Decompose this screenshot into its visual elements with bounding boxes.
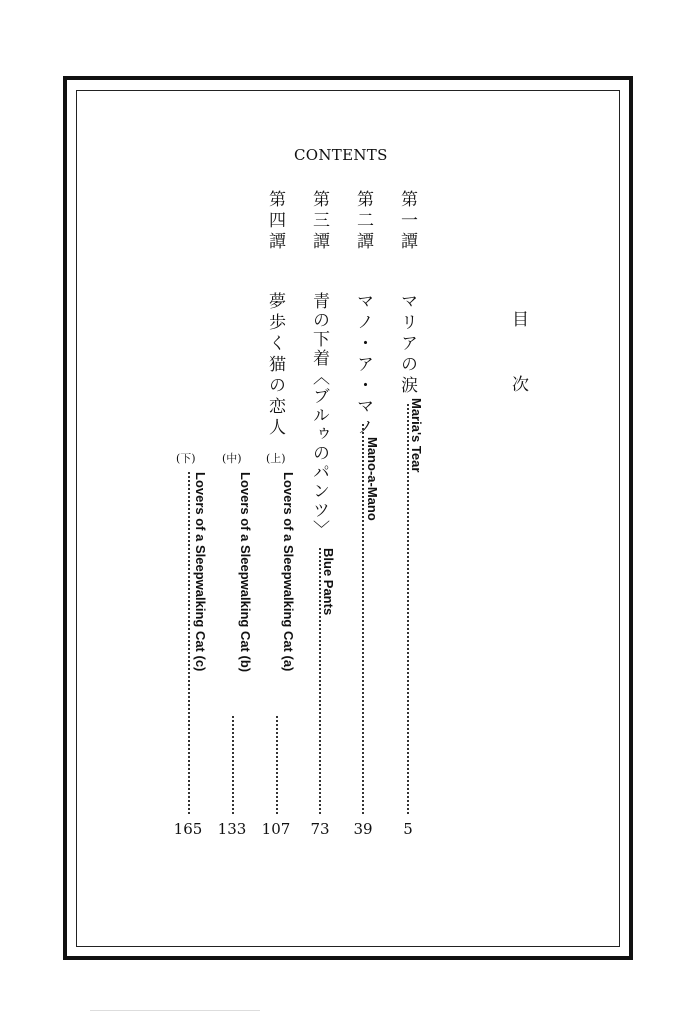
inner-border	[76, 90, 620, 947]
mokuji-title: 目次	[508, 310, 528, 440]
chapter-2-leader-dots	[362, 424, 364, 814]
chapter-3-leader-dots	[319, 548, 321, 814]
subpart-a-title-en: Lovers of a Sleepwalking Cat (a)	[281, 472, 296, 672]
chapter-2-number: 第二譚	[353, 190, 373, 253]
subpart-c-title-en: Lovers of a Sleepwalking Cat (c)	[193, 472, 208, 672]
subpart-b-leader-dots	[232, 716, 234, 814]
chapter-1-page: 5	[403, 820, 413, 838]
chapter-1-number: 第一譚	[397, 190, 417, 253]
chapter-4-title-jp: 夢歩く猫の恋人	[265, 292, 285, 439]
subpart-a-page: 107	[261, 820, 291, 838]
subpart-a-marker: (上)	[266, 452, 286, 465]
chapter-2-page: 39	[353, 820, 373, 838]
chapter-4-number: 第四譚	[265, 190, 285, 253]
subpart-c-marker: (下)	[176, 452, 196, 465]
chapter-3-page: 73	[310, 820, 330, 838]
chapter-3-title-en: Blue Pants	[321, 548, 336, 616]
subpart-a-leader-dots	[276, 716, 278, 814]
chapter-1-title-en: Maria's Tear	[409, 398, 424, 473]
subpart-b-page: 133	[217, 820, 247, 838]
chapter-2-title-en: Mano-a-Mano	[365, 437, 380, 521]
subpart-b-title-en: Lovers of a Sleepwalking Cat (b)	[238, 472, 253, 673]
subpart-c-leader-dots	[188, 472, 190, 814]
chapter-1-title-jp: マリアの涙	[397, 292, 417, 397]
chapter-2-title-jp: マノ・ア・マノ	[353, 292, 373, 439]
subpart-c-page: 165	[173, 820, 203, 838]
contents-heading: CONTENTS	[294, 146, 388, 164]
chapter-1-leader-dots	[407, 404, 409, 814]
subpart-b-marker: (中)	[222, 452, 242, 465]
scan-artifact-line	[90, 1010, 260, 1011]
chapter-3-title-jp: 青の下着〈ブルゥのパンツ〉	[309, 292, 329, 539]
chapter-3-number: 第三譚	[309, 190, 329, 253]
